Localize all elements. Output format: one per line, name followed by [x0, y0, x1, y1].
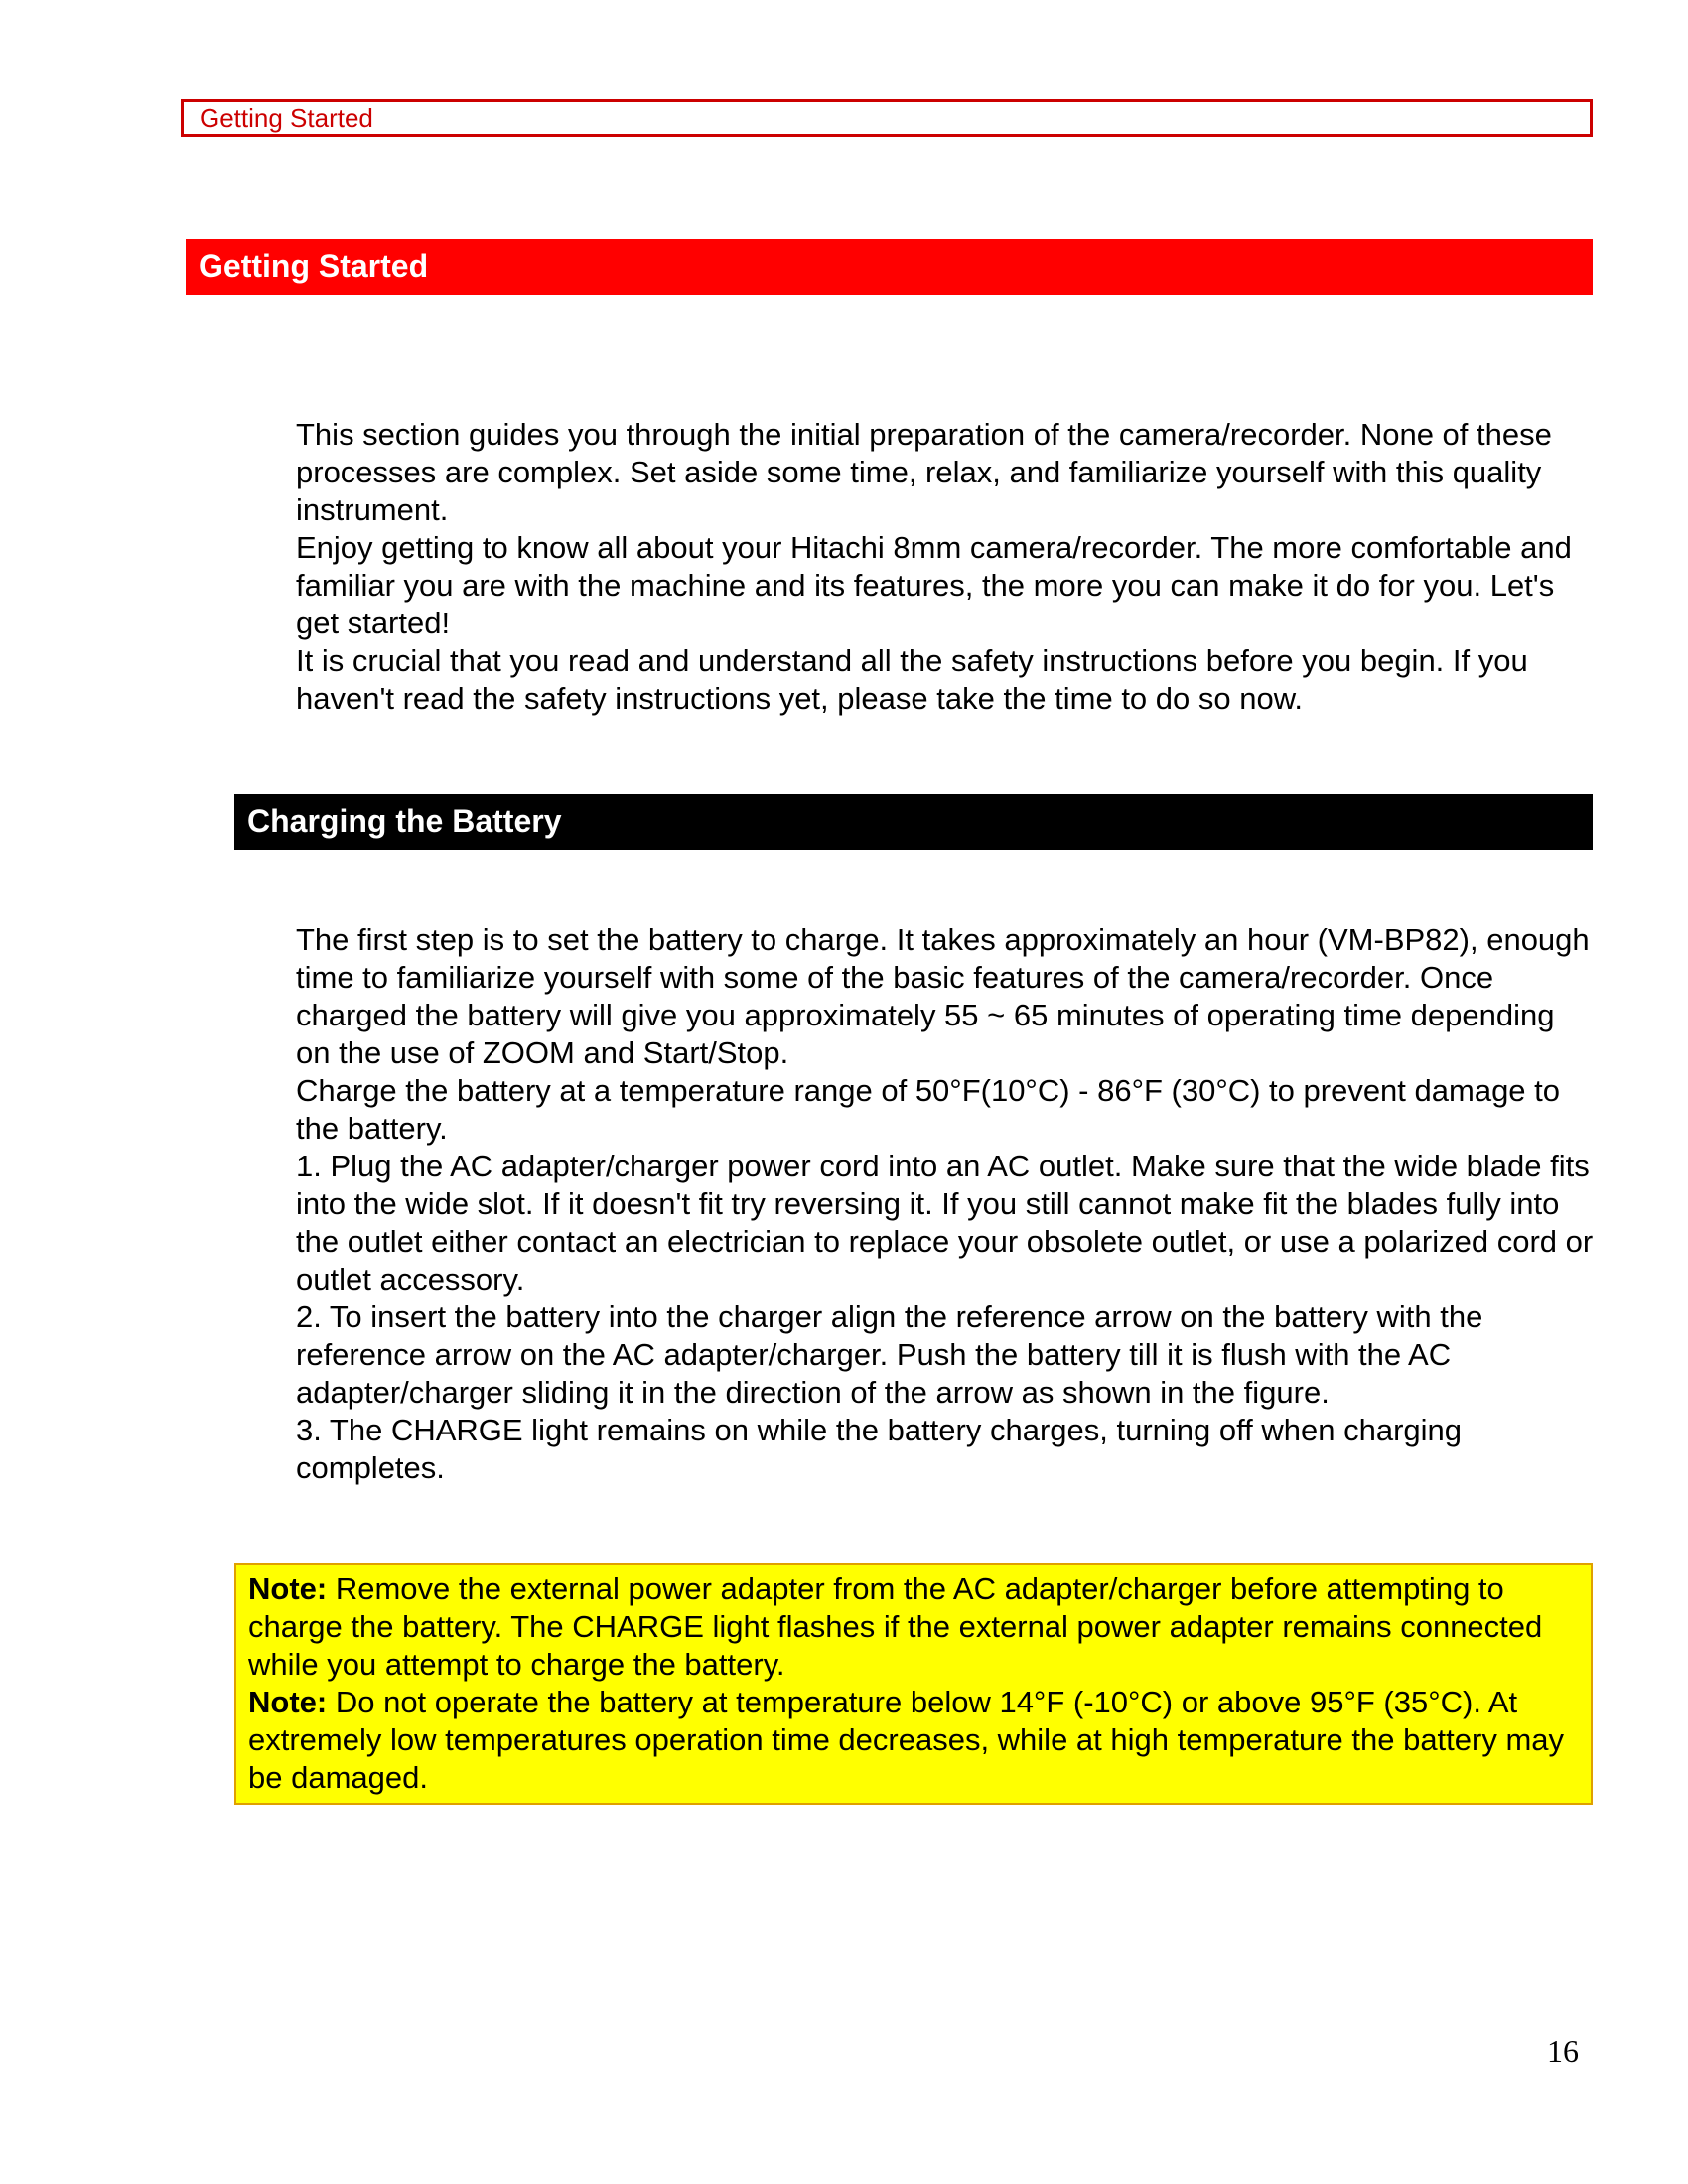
- step-2: 2. To insert the battery into the charger align the reference arrow on the battery with the reference arrow on the AC adapter/charger. Push the battery till it is flush with the AC adapter/charger sliding it in the direction of the arrow as shown in the figure.: [296, 1299, 1483, 1410]
- paragraph: This section guides you through the initial preparation of the camera/recorder. None of these processes are complex. Set aside some time, relax, and familiarize yourself with this quality instrument.: [296, 417, 1552, 527]
- paragraph: The first step is to set the battery to charge. It takes approximately an hour (VM-BP82), enough time to familiarize yourself with some of the basic features of the camera/recorder. Once charged the battery will give you approximately 55 ~ 65 minutes of operating time depending on the use of ZOOM and Start/Stop.: [296, 922, 1590, 1070]
- step-3: 3. The CHARGE light remains on while the battery charges, turning off when charging completes.: [296, 1413, 1463, 1485]
- charging-text: [296, 921, 1597, 1487]
- note-box: [234, 1563, 1593, 1805]
- page-number: 16: [1547, 2033, 1579, 2069]
- paragraph: Charge the battery at a temperature range of 50°F(10°C) - 86°F (30°C) to prevent damage to the battery.: [296, 1073, 1561, 1146]
- note: [248, 1570, 1581, 1684]
- section-title-getting-started: Getting Started: [186, 239, 1593, 295]
- step-1: 1. Plug the AC adapter/charger power cord into an AC outlet. Make sure that the wide blade fits into the wide slot. If it doesn't fit try reversing it. If you still cannot make fit the blades fully into the outlet either contact an electrician to replace your obsolete outlet, or use a polarized cord or outlet accessory.: [296, 1149, 1594, 1297]
- intro-text: [296, 416, 1597, 718]
- note-label: Note:: [248, 1571, 328, 1606]
- paragraph: Enjoy getting to know all about your Hitachi 8mm camera/recorder. The more comfortable and familiar you are with the machine and its features, the more you can make it do for you. Let's get started!: [296, 530, 1572, 640]
- note-label: Note:: [248, 1685, 328, 1719]
- note: [248, 1684, 1581, 1797]
- running-header: Getting Started: [181, 99, 1593, 137]
- section-title-charging-battery: Charging the Battery: [234, 794, 1593, 850]
- paragraph: It is crucial that you read and understand all the safety instructions before you begin. If you haven't read the safety instructions yet, please take the time to do so now.: [296, 643, 1528, 716]
- note-text: Remove the external power adapter from the AC adapter/charger before attempting to charge the battery. The CHARGE light flashes if the external power adapter remains connected while you attempt to charge the battery.: [248, 1571, 1543, 1682]
- note-text: Do not operate the battery at temperature below 14°F (-10°C) or above 95°F (35°C). At extremely low temperatures operation time decreases, while at high temperature the battery may be damaged.: [248, 1685, 1565, 1795]
